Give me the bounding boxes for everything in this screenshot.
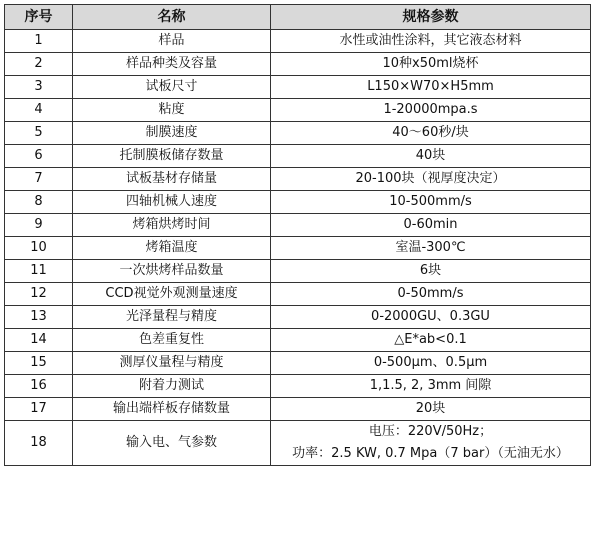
row-no-cell: 3 — [5, 76, 73, 99]
table-row — [5, 283, 591, 306]
table-row — [5, 122, 591, 145]
row-name-cell: 样品种类及容量 — [73, 53, 271, 76]
row-spec-cell: 40～60秒/块 — [271, 122, 591, 145]
table-row — [5, 53, 591, 76]
table-row — [5, 421, 591, 466]
table-row — [5, 352, 591, 375]
row-name-cell: 输入电、气参数 — [73, 421, 271, 466]
row-no-cell: 10 — [5, 237, 73, 260]
row-spec-cell: 6块 — [271, 260, 591, 283]
row-spec-cell: 水性或油性涂料，其它液态材料 — [271, 30, 591, 53]
table-row — [5, 145, 591, 168]
header-spec: 规格参数 — [271, 5, 591, 30]
table-row — [5, 214, 591, 237]
row-no-cell: 9 — [5, 214, 73, 237]
spec-table — [4, 4, 591, 466]
table-row — [5, 30, 591, 53]
row-no-cell: 6 — [5, 145, 73, 168]
row-name-cell: 托制膜板储存数量 — [73, 145, 271, 168]
row-spec-cell: 20-100块（视厚度决定） — [271, 168, 591, 191]
row-spec-cell: 0-500μm、0.5μm — [271, 352, 591, 375]
row-no-cell: 15 — [5, 352, 73, 375]
row-no-cell: 12 — [5, 283, 73, 306]
row-spec-cell: 40块 — [271, 145, 591, 168]
row-name-cell: 烤箱温度 — [73, 237, 271, 260]
table-row — [5, 76, 591, 99]
row-name-cell: 一次烘烤样品数量 — [73, 260, 271, 283]
table-row — [5, 329, 591, 352]
row-spec-cell: 0-60min — [271, 214, 591, 237]
row-name-cell: 制膜速度 — [73, 122, 271, 145]
header-no: 序号 — [5, 5, 73, 30]
table-row — [5, 375, 591, 398]
row-spec-cell: △E*ab<0.1 — [271, 329, 591, 352]
row-spec-cell: 0-50mm/s — [271, 283, 591, 306]
table-row — [5, 306, 591, 329]
header-row — [5, 5, 591, 30]
row-name-cell: 附着力测试 — [73, 375, 271, 398]
row-no-cell: 16 — [5, 375, 73, 398]
row-spec-cell: 10-500mm/s — [271, 191, 591, 214]
table-row — [5, 168, 591, 191]
table-row — [5, 191, 591, 214]
row-spec-cell: 1-20000mpa.s — [271, 99, 591, 122]
row-spec-cell: 室温-300℃ — [271, 237, 591, 260]
table-body — [5, 30, 591, 466]
row-name-cell: 色差重复性 — [73, 329, 271, 352]
row-name-cell: 试板尺寸 — [73, 76, 271, 99]
row-name-cell: 样品 — [73, 30, 271, 53]
row-no-cell: 2 — [5, 53, 73, 76]
row-name-cell: 测厚仪量程与精度 — [73, 352, 271, 375]
table-row — [5, 260, 591, 283]
row-no-cell: 7 — [5, 168, 73, 191]
table-row — [5, 99, 591, 122]
row-name-cell: 粘度 — [73, 99, 271, 122]
row-no-cell: 8 — [5, 191, 73, 214]
row-no-cell: 4 — [5, 99, 73, 122]
row-spec-cell: 20块 — [271, 398, 591, 421]
header-name: 名称 — [73, 5, 271, 30]
table-header — [5, 5, 591, 30]
table-row — [5, 237, 591, 260]
row-name-cell: 输出端样板存储数量 — [73, 398, 271, 421]
row-no-cell: 14 — [5, 329, 73, 352]
row-name-cell: CCD视觉外观测量速度 — [73, 283, 271, 306]
row-spec-cell: 10种x50ml烧杯 — [271, 53, 591, 76]
row-spec-cell: 0-2000GU、0.3GU — [271, 306, 591, 329]
row-no-cell: 17 — [5, 398, 73, 421]
row-no-cell: 13 — [5, 306, 73, 329]
row-spec-cell: 1,1.5, 2, 3mm 间隙 — [271, 375, 591, 398]
row-name-cell: 四轴机械人速度 — [73, 191, 271, 214]
row-no-cell: 5 — [5, 122, 73, 145]
row-spec-cell — [271, 421, 591, 466]
table-row — [5, 398, 591, 421]
row-no-cell: 18 — [5, 421, 73, 466]
row-name-cell: 烤箱烘烤时间 — [73, 214, 271, 237]
row-no-cell: 1 — [5, 30, 73, 53]
row-name-cell: 试板基材存储量 — [73, 168, 271, 191]
row-spec-cell: L150×W70×H5mm — [271, 76, 591, 99]
spec-line-power: 功率：2.5 KW, 0.7 Mpa（7 bar）（无油无水） — [292, 446, 569, 461]
row-no-cell: 11 — [5, 260, 73, 283]
row-name-cell: 光泽量程与精度 — [73, 306, 271, 329]
spec-line-voltage: 电压：220V/50Hz； — [368, 424, 493, 439]
